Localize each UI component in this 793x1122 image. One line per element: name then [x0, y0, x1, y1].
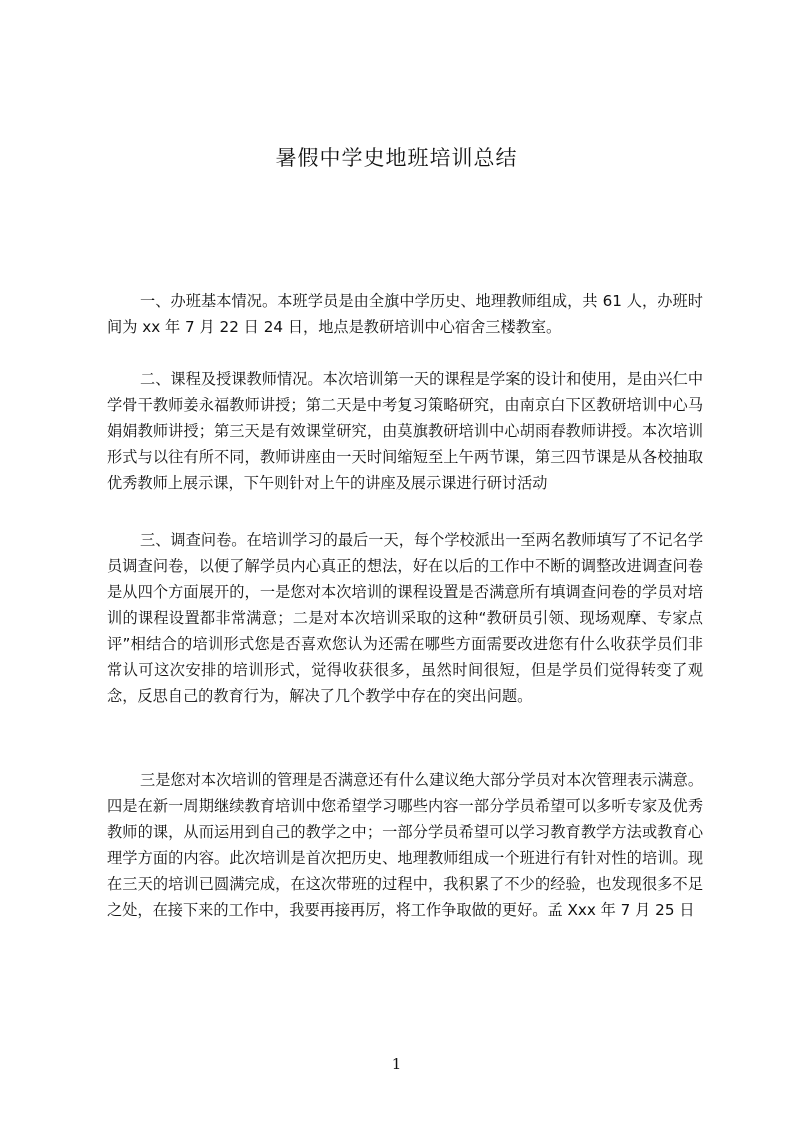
paragraph-basic-info: 一、办班基本情况。本班学员是由全旗中学历史、地理教师组成，共 61 人，办班时间为 xx 年 7 月 22 日 24 日，地点是教研培训中心宿舍三楼教室。 — [107, 292, 703, 336]
paragraph-courses-teachers: 二、课程及授课教师情况。本次培训第一天的课程是学案的设计和使用，是由兴仁中学骨干教师姜永福教师讲授；第二天是中考复习策略研究，由南京白下区教研培训中心马娟娟教师讲授；第三天是有效课堂研究，由莫旗教研培训中心胡雨春教师讲授。本次培训形式与以往有所不同，教师讲座由一天时间缩短至上午两节课，第三四节课是从各校抽取优秀教师上展示课，下午则针对上午的讲座及展示课进行研讨活动 — [107, 370, 703, 492]
document-title: 暑假中学史地班培训总结 — [275, 146, 518, 170]
paragraph-management-summary: 三是您对本次培训的管理是否满意还有什么建议绝大部分学员对本次管理表示满意。四是在新一周期继续教育培训中您希望学习哪些内容一部分学员希望可以多听专家及优秀教师的课，从而运用到自己的教学之中；一部分学员希望可以学习教育教学方法或教育心理学方面的内容。此次培训是首次把历史、地理教师组成一个班进行有针对性的培训。现在三天的培训已圆满完成，在这次带班的过程中，我积累了不少的经验，也发现很多不足之处，在接下来的工作中，我要再接再厉，将工作争取做的更好。孟 Xxx 年 7 月 25 日 — [107, 771, 703, 919]
paragraph-questionnaire: 三、调查问卷。在培训学习的最后一天，每个学校派出一至两名教师填写了不记名学员调查问卷，以便了解学员内心真正的想法，好在以后的工作中不断的调整改进调查问卷是从四个方面展开的，一是您对本次培训的课程设置是否满意所有填调查问卷的学员对培训的课程设置都非常满意；二是对本次培训采取的这种“教研员引领、现场观摩、专家点评”相结合的培训形式您是否喜欢您认为还需在哪些方面需要改进您有什么收获学员们非常认可这次安排的培训形式，觉得收获很多，虽然时间很短，但是学员们觉得转变了观念，反思自己的教育行为，解决了几个教学中存在的突出问题。 — [107, 531, 703, 705]
page-number: 1 — [391, 1055, 402, 1073]
